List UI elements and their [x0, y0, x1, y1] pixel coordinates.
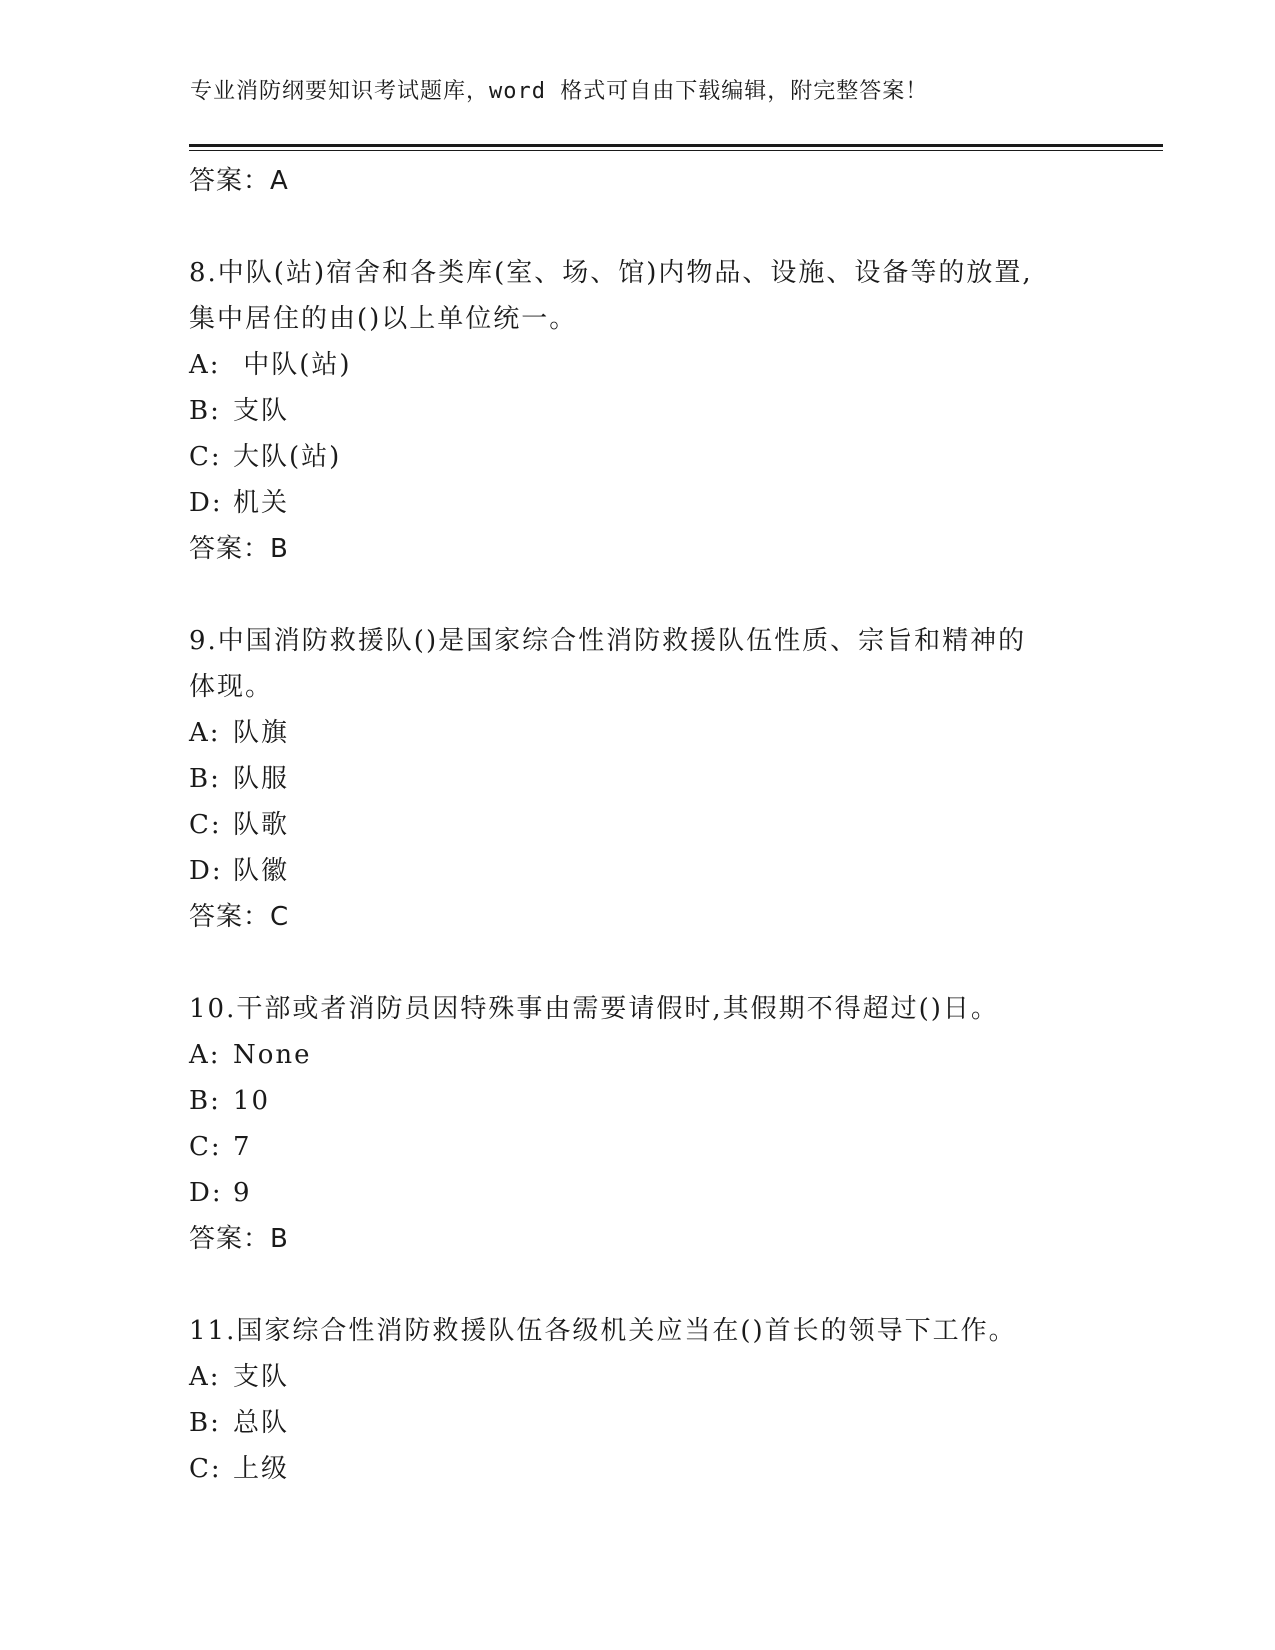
option-text: 队歌 — [233, 810, 290, 840]
option-text: 支队 — [233, 396, 290, 426]
question-10-option-b — [189, 1078, 1089, 1124]
question-8 — [189, 250, 1089, 572]
option-text: 10 — [233, 1086, 271, 1116]
question-9-option-a — [189, 710, 1089, 756]
option-text: 队旗 — [233, 718, 290, 748]
option-key: D: — [189, 488, 223, 518]
question-8-option-c — [189, 434, 1089, 480]
option-key: A: — [189, 1362, 221, 1392]
question-9 — [189, 618, 1089, 940]
option-key: C: — [189, 810, 222, 840]
question-10-line-1: 10.干部或者消防员因特殊事由需要请假时,其假期不得超过()日。 — [189, 994, 999, 1024]
option-text: 7 — [233, 1132, 252, 1162]
question-8-answer: 答案：B — [189, 534, 289, 564]
question-10-option-c — [189, 1124, 1089, 1170]
question-9-answer: 答案：C — [189, 902, 290, 932]
question-11-option-a — [189, 1354, 1089, 1400]
option-key: B: — [189, 1408, 221, 1438]
question-8-option-a — [189, 342, 1089, 388]
option-key: B: — [189, 764, 221, 794]
question-11 — [189, 1308, 1089, 1492]
option-text: 上级 — [233, 1454, 290, 1484]
question-9-line-1: 9.中国消防救援队()是国家综合性消防救援队伍性质、宗旨和精神的 — [189, 626, 1027, 656]
option-text: 队服 — [233, 764, 290, 794]
header-rule-thin — [189, 150, 1163, 151]
header-rule-thick — [189, 144, 1163, 147]
question-9-option-b — [189, 756, 1089, 802]
document-header-note: 专业消防纲要知识考试题库，word 格式可自由下载编辑，附完整答案！ — [190, 79, 929, 104]
question-8-line-2: 集中居住的由()以上单位统一。 — [189, 304, 578, 334]
option-key: D: — [189, 856, 223, 886]
option-text: 支队 — [233, 1362, 290, 1392]
option-key: A: — [189, 350, 221, 380]
question-9-option-c — [189, 802, 1089, 848]
option-key: A: — [189, 718, 221, 748]
option-text: 总队 — [233, 1408, 290, 1438]
option-text: None — [233, 1040, 312, 1070]
option-key: C: — [189, 1132, 222, 1162]
question-8-option-b — [189, 388, 1089, 434]
question-9-option-d — [189, 848, 1089, 894]
option-key: C: — [189, 1454, 222, 1484]
question-10-option-a — [189, 1032, 1089, 1078]
question-8-line-1: 8.中队(站)宿舍和各类库(室、场、馆)内物品、设施、设备等的放置, — [189, 258, 1033, 288]
previous-answer: 答案：A — [189, 166, 289, 196]
option-text: 9 — [233, 1178, 252, 1208]
option-key: D: — [189, 1178, 223, 1208]
option-text: 大队(站) — [233, 442, 342, 472]
option-text: 机关 — [233, 488, 290, 518]
question-10-answer: 答案：B — [189, 1224, 289, 1254]
option-key: A: — [189, 1040, 221, 1070]
option-key: C: — [189, 442, 222, 472]
option-key: B: — [189, 1086, 221, 1116]
question-10 — [189, 986, 1089, 1262]
question-11-option-b — [189, 1400, 1089, 1446]
question-11-option-c — [189, 1446, 1089, 1492]
question-8-option-d — [189, 480, 1089, 526]
option-key: B: — [189, 396, 221, 426]
question-9-line-2: 体现。 — [189, 672, 274, 702]
question-list — [189, 158, 1089, 1492]
option-text: 队徽 — [233, 856, 290, 886]
question-11-line-1: 11.国家综合性消防救援队伍各级机关应当在()首长的领导下工作。 — [189, 1316, 1017, 1346]
question-10-option-d — [189, 1170, 1089, 1216]
option-text: 中队(站) — [233, 350, 352, 380]
